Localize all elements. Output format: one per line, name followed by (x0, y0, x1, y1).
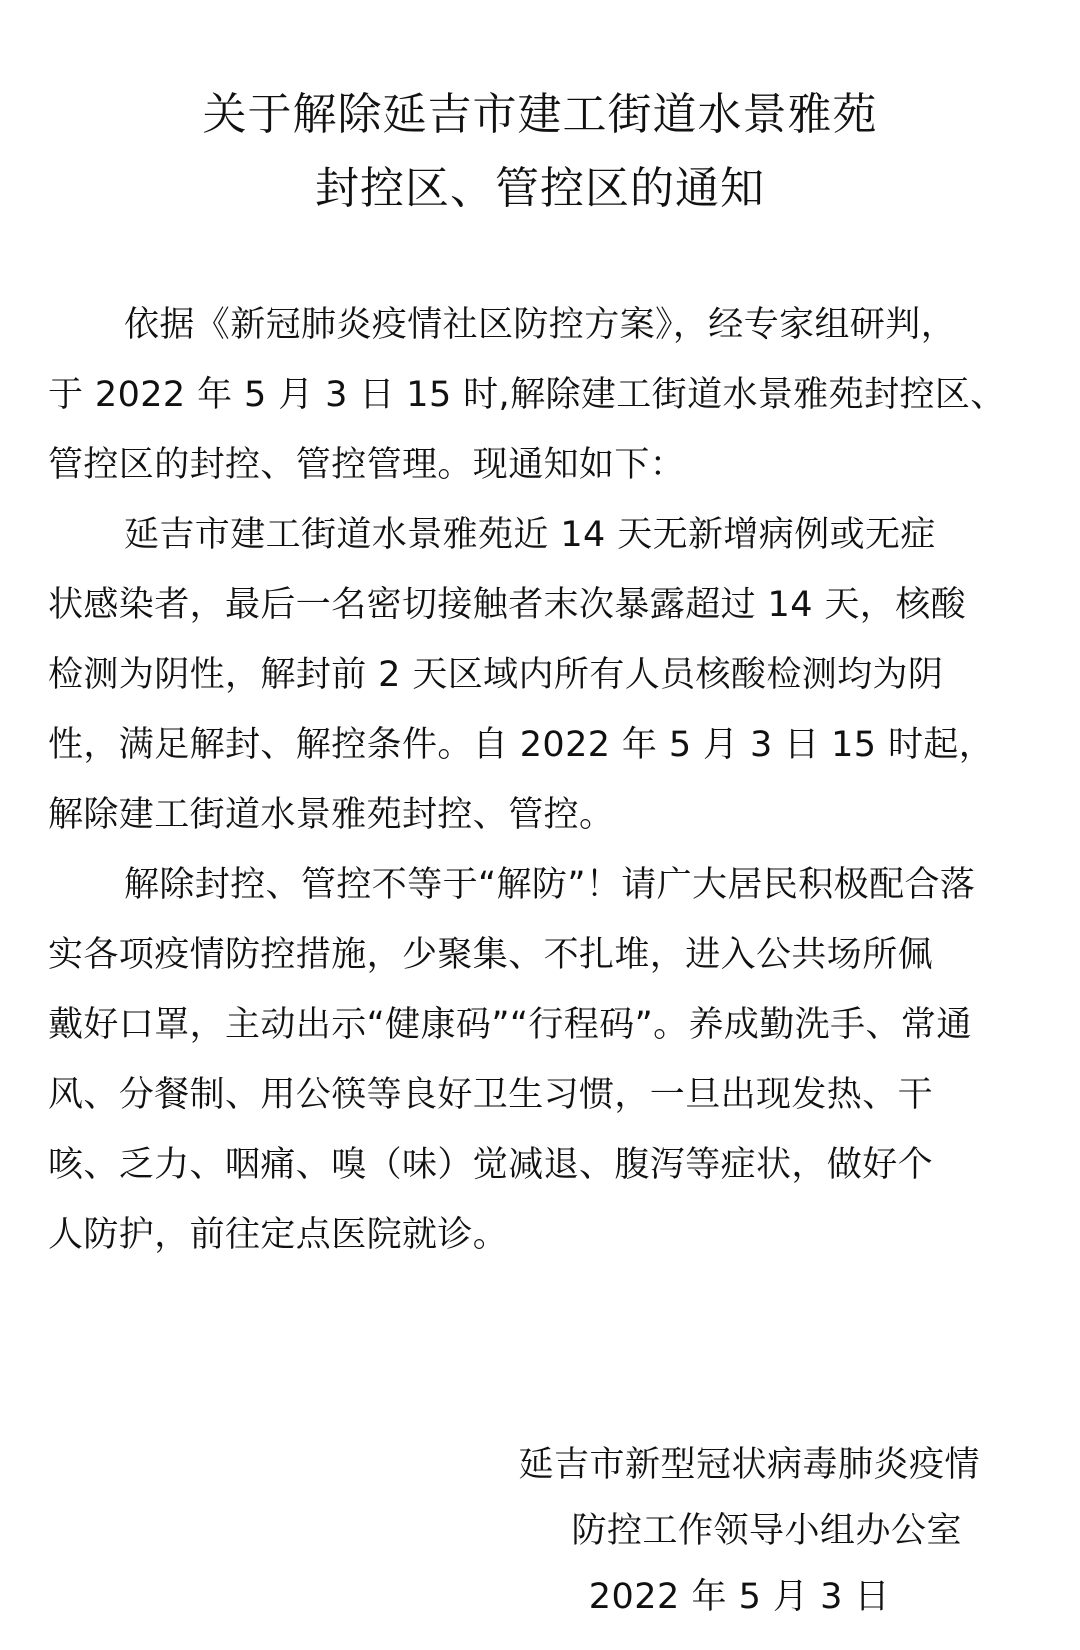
title-line-1: 关于解除延吉市建工街道水景雅苑 (202, 89, 878, 140)
document-body (48, 290, 1038, 1270)
paragraph-line: 解除建工街道水景雅苑封控、管控。 (48, 795, 615, 835)
signature-org-line-1: 延吉市新型冠状病毒肺炎疫情 (518, 1445, 980, 1485)
paragraph-line: 实各项疫情防控措施，少聚集、不扎堆，进入公共场所佩 (48, 935, 934, 975)
signature-date: 2022 年 5 月 3 日 (588, 1577, 890, 1617)
paragraph-line: 状感染者，最后一名密切接触者末次暴露超过 14 天，核酸 (48, 585, 966, 625)
paragraph-reminder (48, 850, 1038, 1270)
paragraph-line: 检测为阴性，解封前 2 天区域内所有人员核酸检测均为阴 (48, 655, 944, 695)
document-title (0, 78, 1080, 226)
paragraph-line: 于 2022 年 5 月 3 日 15 时,解除建工街道水景雅苑封控区、 (48, 375, 1006, 415)
paragraph-line: 管控区的封控、管控管理。现通知如下： (48, 445, 686, 485)
paragraph-line: 咳、乏力、咽痛、嗅（味）觉减退、腹泻等症状，做好个 (48, 1145, 934, 1185)
title-line-2: 封控区、管控区的通知 (315, 163, 765, 214)
paragraph-line: 风、分餐制、用公筷等良好卫生习惯，一旦出现发热、干 (48, 1075, 934, 1115)
paragraph-line: 延吉市建工街道水景雅苑近 14 天无新增病例或无症 (124, 515, 936, 555)
paragraph-line: 解除封控、管控不等于“解防”！请广大居民积极配合落 (124, 865, 976, 905)
paragraph-line: 性，满足解封、解控条件。自 2022 年 5 月 3 日 15 时起， (48, 725, 995, 765)
paragraph-line: 戴好口罩，主动出示“健康码”“行程码”。养成勤洗手、常通 (48, 1005, 972, 1045)
signature-org-line-2: 防控工作领导小组办公室 (571, 1511, 962, 1551)
paragraph-line: 人防护，前往定点医院就诊。 (48, 1215, 509, 1255)
paragraph-line: 依据《新冠肺炎疫情社区防控方案》，经专家组研判， (124, 305, 957, 345)
paragraph-basis (48, 290, 1038, 500)
paragraph-conditions (48, 500, 1038, 850)
